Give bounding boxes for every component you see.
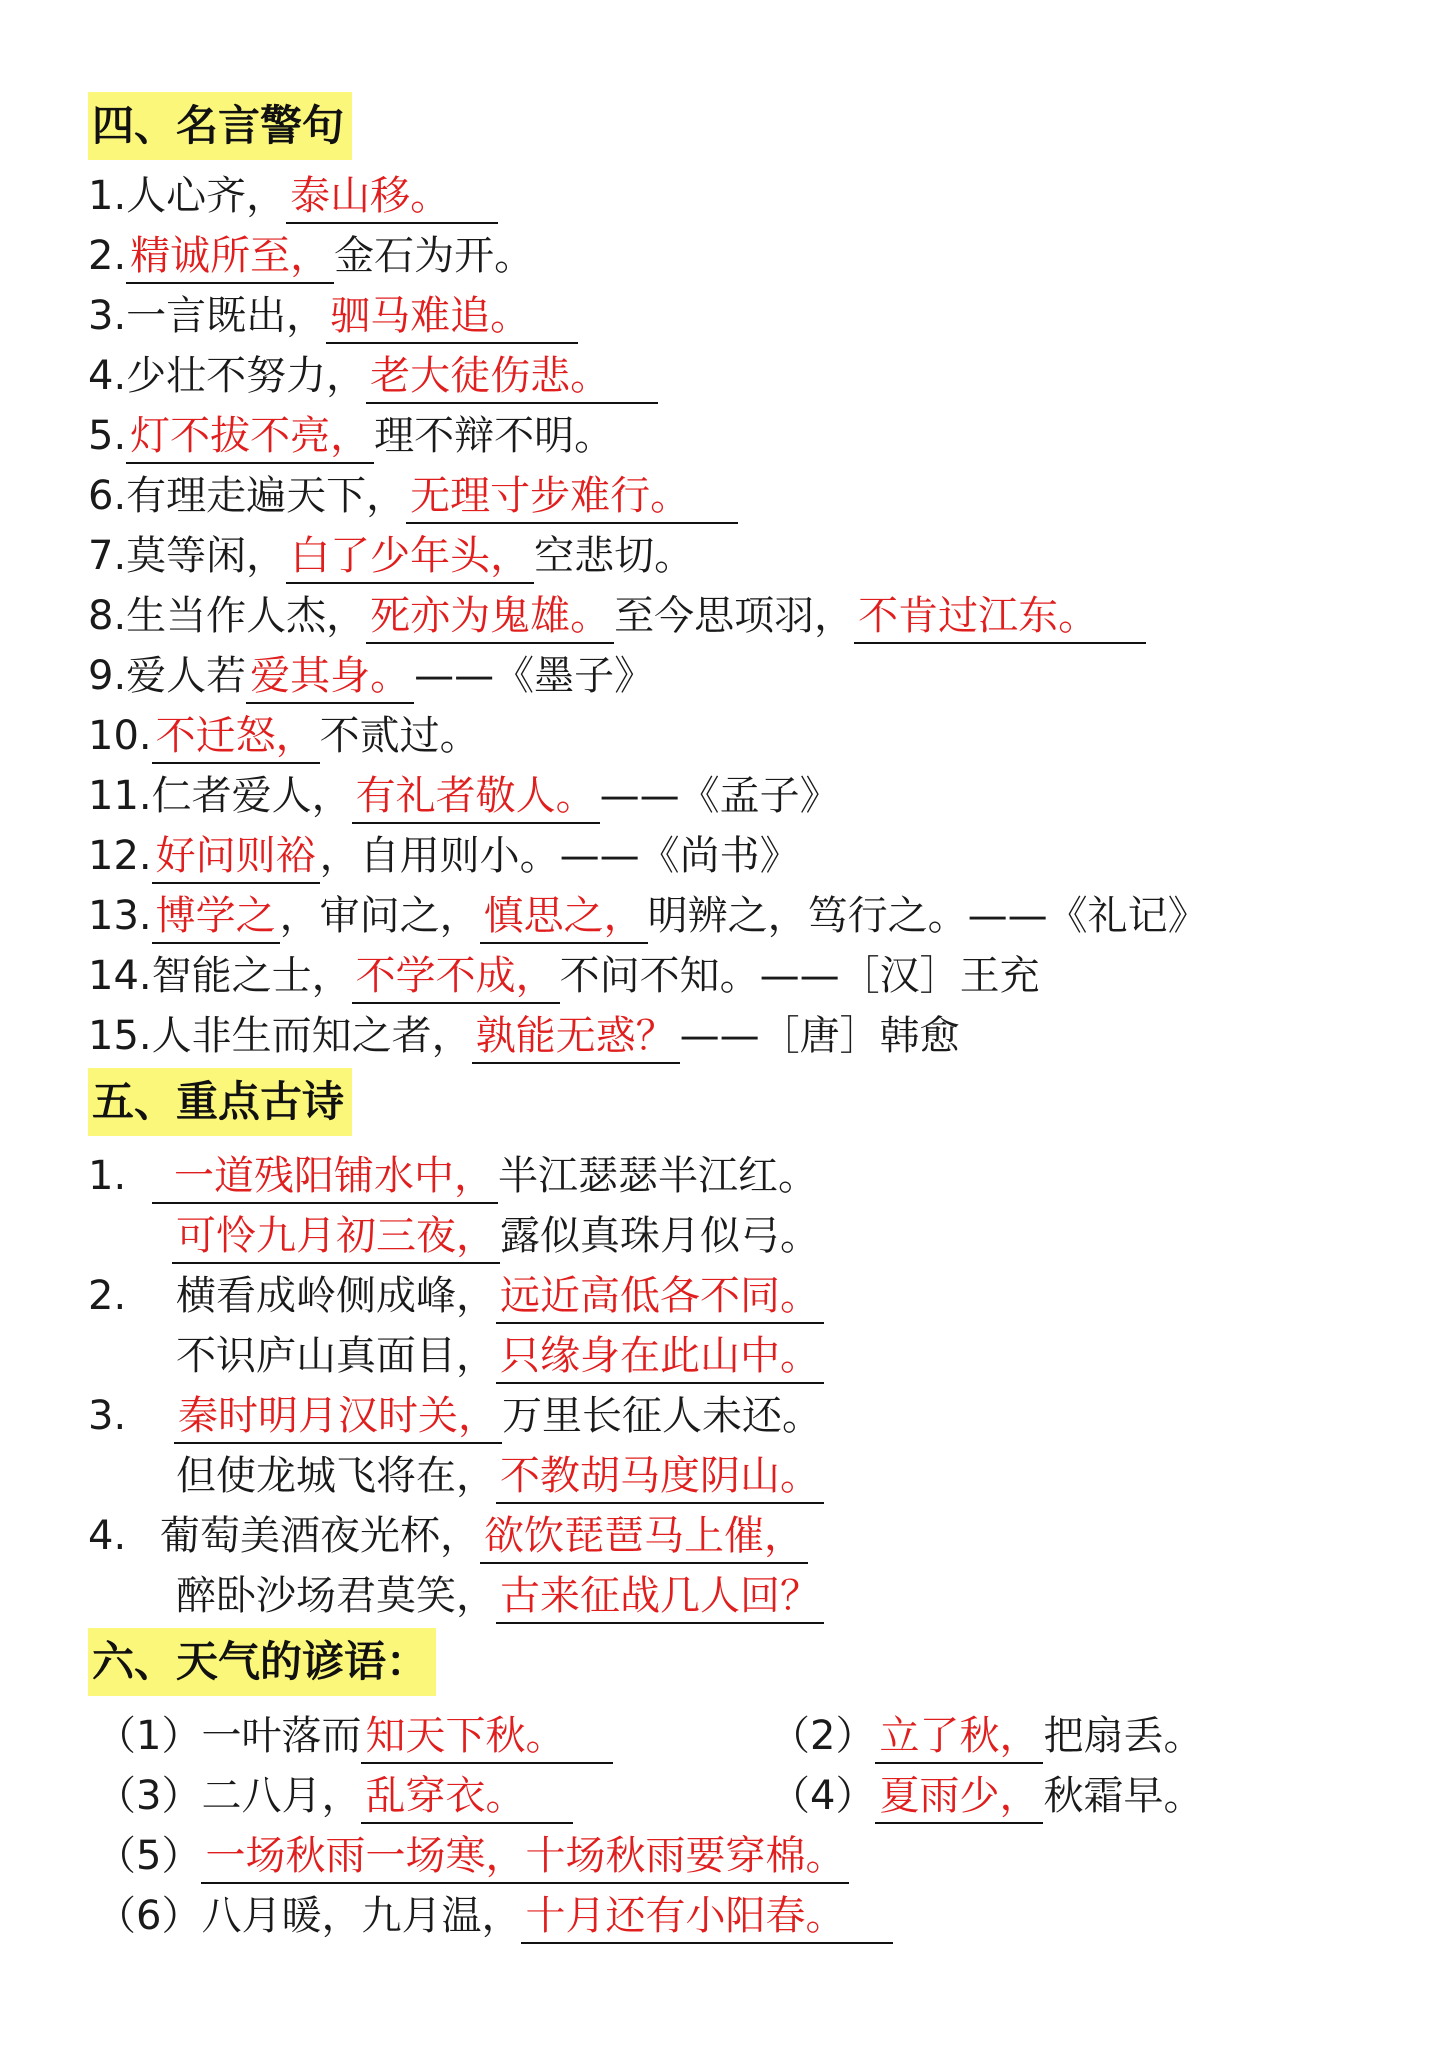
poem-text: 万里长征人未还。 [502,1393,822,1439]
poem-number: 4. [88,1513,127,1559]
proverb-text: 一叶落而 [201,1713,362,1759]
quote-6 [88,466,738,526]
quote-answer: 精诚所至， [126,230,334,284]
quote-text: 一言既出， [126,293,327,339]
quote-text: ，自用则小。——《尚书》 [319,833,800,879]
quote-text: 莫等闲， [126,533,287,579]
quote-text: 人非生而知之者， [151,1013,472,1059]
poem-number: 2. [88,1273,127,1319]
poem-answer: 欲饮琵琶马上催， [480,1510,808,1564]
quote-text: 智能之士， [151,953,352,999]
proverb-3 [96,1766,573,1826]
quote-answer: 死亦为鬼雄。 [366,590,614,644]
quote-text: 爱人若 [126,653,247,699]
proverb-number: （1） [96,1713,202,1759]
poem-4-line-1 [88,1506,808,1566]
poem-1-line-2 [172,1206,820,1266]
quote-number: 11. [88,773,152,819]
quote-answer: 无理寸步难行。 [406,470,738,524]
quote-answer-2: 慎思之， [480,890,648,944]
proverb-text: 把扇丢。 [1043,1713,1204,1759]
quote-number: 7. [88,533,127,579]
quote-source: 不问不知。——［汉］王充 [559,953,1040,999]
poem-2-line-1 [88,1266,824,1326]
quote-number: 15. [88,1013,152,1059]
proverb-text: 秋霜早。 [1043,1773,1204,1819]
section4-heading: 四、名言警句 [88,92,352,160]
quote-answer: 白了少年头， [286,530,534,584]
proverb-1 [96,1706,613,1766]
quote-answer: 泰山移。 [286,170,498,224]
proverb-answer: 夏雨少， [875,1770,1043,1824]
poem-text: 横看成岭侧成峰， [176,1273,496,1319]
proverb-answer: 立了秋， [875,1710,1043,1764]
poem-answer: 只缘身在此山中。 [496,1330,824,1384]
quote-1 [88,166,498,226]
quote-answer: 驷马难追。 [326,290,578,344]
quote-text: 仁者爱人， [151,773,352,819]
quote-number: 4. [88,353,127,399]
poem-answer: 可怜九月初三夜， [172,1210,500,1264]
quote-9 [88,646,654,706]
proverb-2 [770,1706,1203,1766]
poem-answer: 古来征战几人回？ [496,1570,824,1624]
quote-text: 金石为开。 [334,233,535,279]
quote-number: 10. [88,713,152,759]
proverb-answer: 十月还有小阳春。 [521,1890,893,1944]
quote-number: 5. [88,413,127,459]
poem-answer: 一道残阳铺水中， [152,1150,498,1204]
proverb-number: （2） [770,1713,876,1759]
quote-answer: 好问则裕 [152,830,320,884]
poem-text: 不识庐山真面目， [176,1333,496,1379]
quote-text: 理不辩不明。 [374,413,615,459]
quote-text: 生当作人杰， [126,593,367,639]
section5-heading: 五、重点古诗 [88,1068,352,1136]
poem-1-line-1 [88,1146,818,1206]
quote-11 [88,766,840,826]
poem-text: 但使龙城飞将在， [176,1453,496,1499]
proverb-number: （3） [96,1773,202,1819]
quote-source: ——《孟子》 [599,773,840,819]
quote-13 [88,886,1208,946]
quote-source: ——［唐］韩愈 [679,1013,960,1059]
quote-text: 不贰过。 [319,713,480,759]
quote-source: ——《墨子》 [414,653,655,699]
quote-answer: 有礼者敬人。 [352,770,600,824]
quote-text-mid: 至今思项羽， [614,593,855,639]
proverb-answer: 乱穿衣。 [361,1770,573,1824]
quote-answer: 博学之 [152,890,280,944]
proverb-number: （5） [96,1833,202,1879]
poem-3-line-2 [176,1446,824,1506]
quote-7 [88,526,694,586]
quote-number: 6. [88,473,127,519]
quote-number: 12. [88,833,152,879]
quote-number: 8. [88,593,127,639]
quote-answer: 不迁怒， [152,710,320,764]
proverb-6 [96,1886,893,1946]
section6-heading: 六、天气的谚语： [88,1628,436,1696]
poem-answer: 秦时明月汉时关， [174,1390,502,1444]
quote-answer: 老大徒伤悲。 [366,350,658,404]
quote-4 [88,346,658,406]
quote-15 [88,1006,960,1066]
quote-12 [88,826,800,886]
quote-answer-2: 不肯过江东。 [854,590,1146,644]
poem-text: 露似真珠月似弓。 [500,1213,820,1259]
quote-5 [88,406,614,466]
poem-number: 1. [88,1153,127,1199]
proverb-text: 二八月， [201,1773,362,1819]
quote-number: 14. [88,953,152,999]
quote-text: 人心齐， [126,173,287,219]
quote-10 [88,706,480,766]
quote-14 [88,946,1040,1006]
proverb-number: （6） [96,1893,202,1939]
quote-8 [88,586,1146,646]
proverb-text: 八月暖，九月温， [201,1893,522,1939]
poem-number: 3. [88,1393,127,1439]
quote-text-end: 明辨之，笃行之。——《礼记》 [647,893,1208,939]
poem-answer: 不教胡马度阴山。 [496,1450,824,1504]
proverb-answer: 一场秋雨一场寒，十场秋雨要穿棉。 [201,1830,849,1884]
quote-text-end: 空悲切。 [534,533,695,579]
poem-3-line-1 [88,1386,822,1446]
quote-answer: 灯不拔不亮， [126,410,374,464]
quote-answer: 不学不成， [352,950,560,1004]
poem-text: 半江瑟瑟半江红。 [498,1153,818,1199]
poem-answer: 远近高低各不同。 [496,1270,824,1324]
poem-2-line-2 [176,1326,824,1386]
quote-2 [88,226,534,286]
proverb-4 [770,1766,1203,1826]
proverb-answer: 知天下秋。 [361,1710,613,1764]
poem-text: 醉卧沙场君莫笑， [176,1573,496,1619]
quote-answer: 爱其身。 [246,650,414,704]
poem-text: 葡萄美酒夜光杯， [160,1513,480,1559]
quote-text: ，审问之， [279,893,480,939]
quote-answer: 孰能无惑？ [472,1010,680,1064]
poem-4-line-2 [176,1566,824,1626]
quote-number: 13. [88,893,152,939]
quote-number: 9. [88,653,127,699]
quote-3 [88,286,578,346]
proverb-number: （4） [770,1773,876,1819]
quote-text: 有理走遍天下， [126,473,407,519]
proverb-5 [96,1826,849,1886]
quote-text: 少壮不努力， [126,353,367,399]
quote-number: 3. [88,293,127,339]
quote-number: 2. [88,233,127,279]
quote-number: 1. [88,173,127,219]
